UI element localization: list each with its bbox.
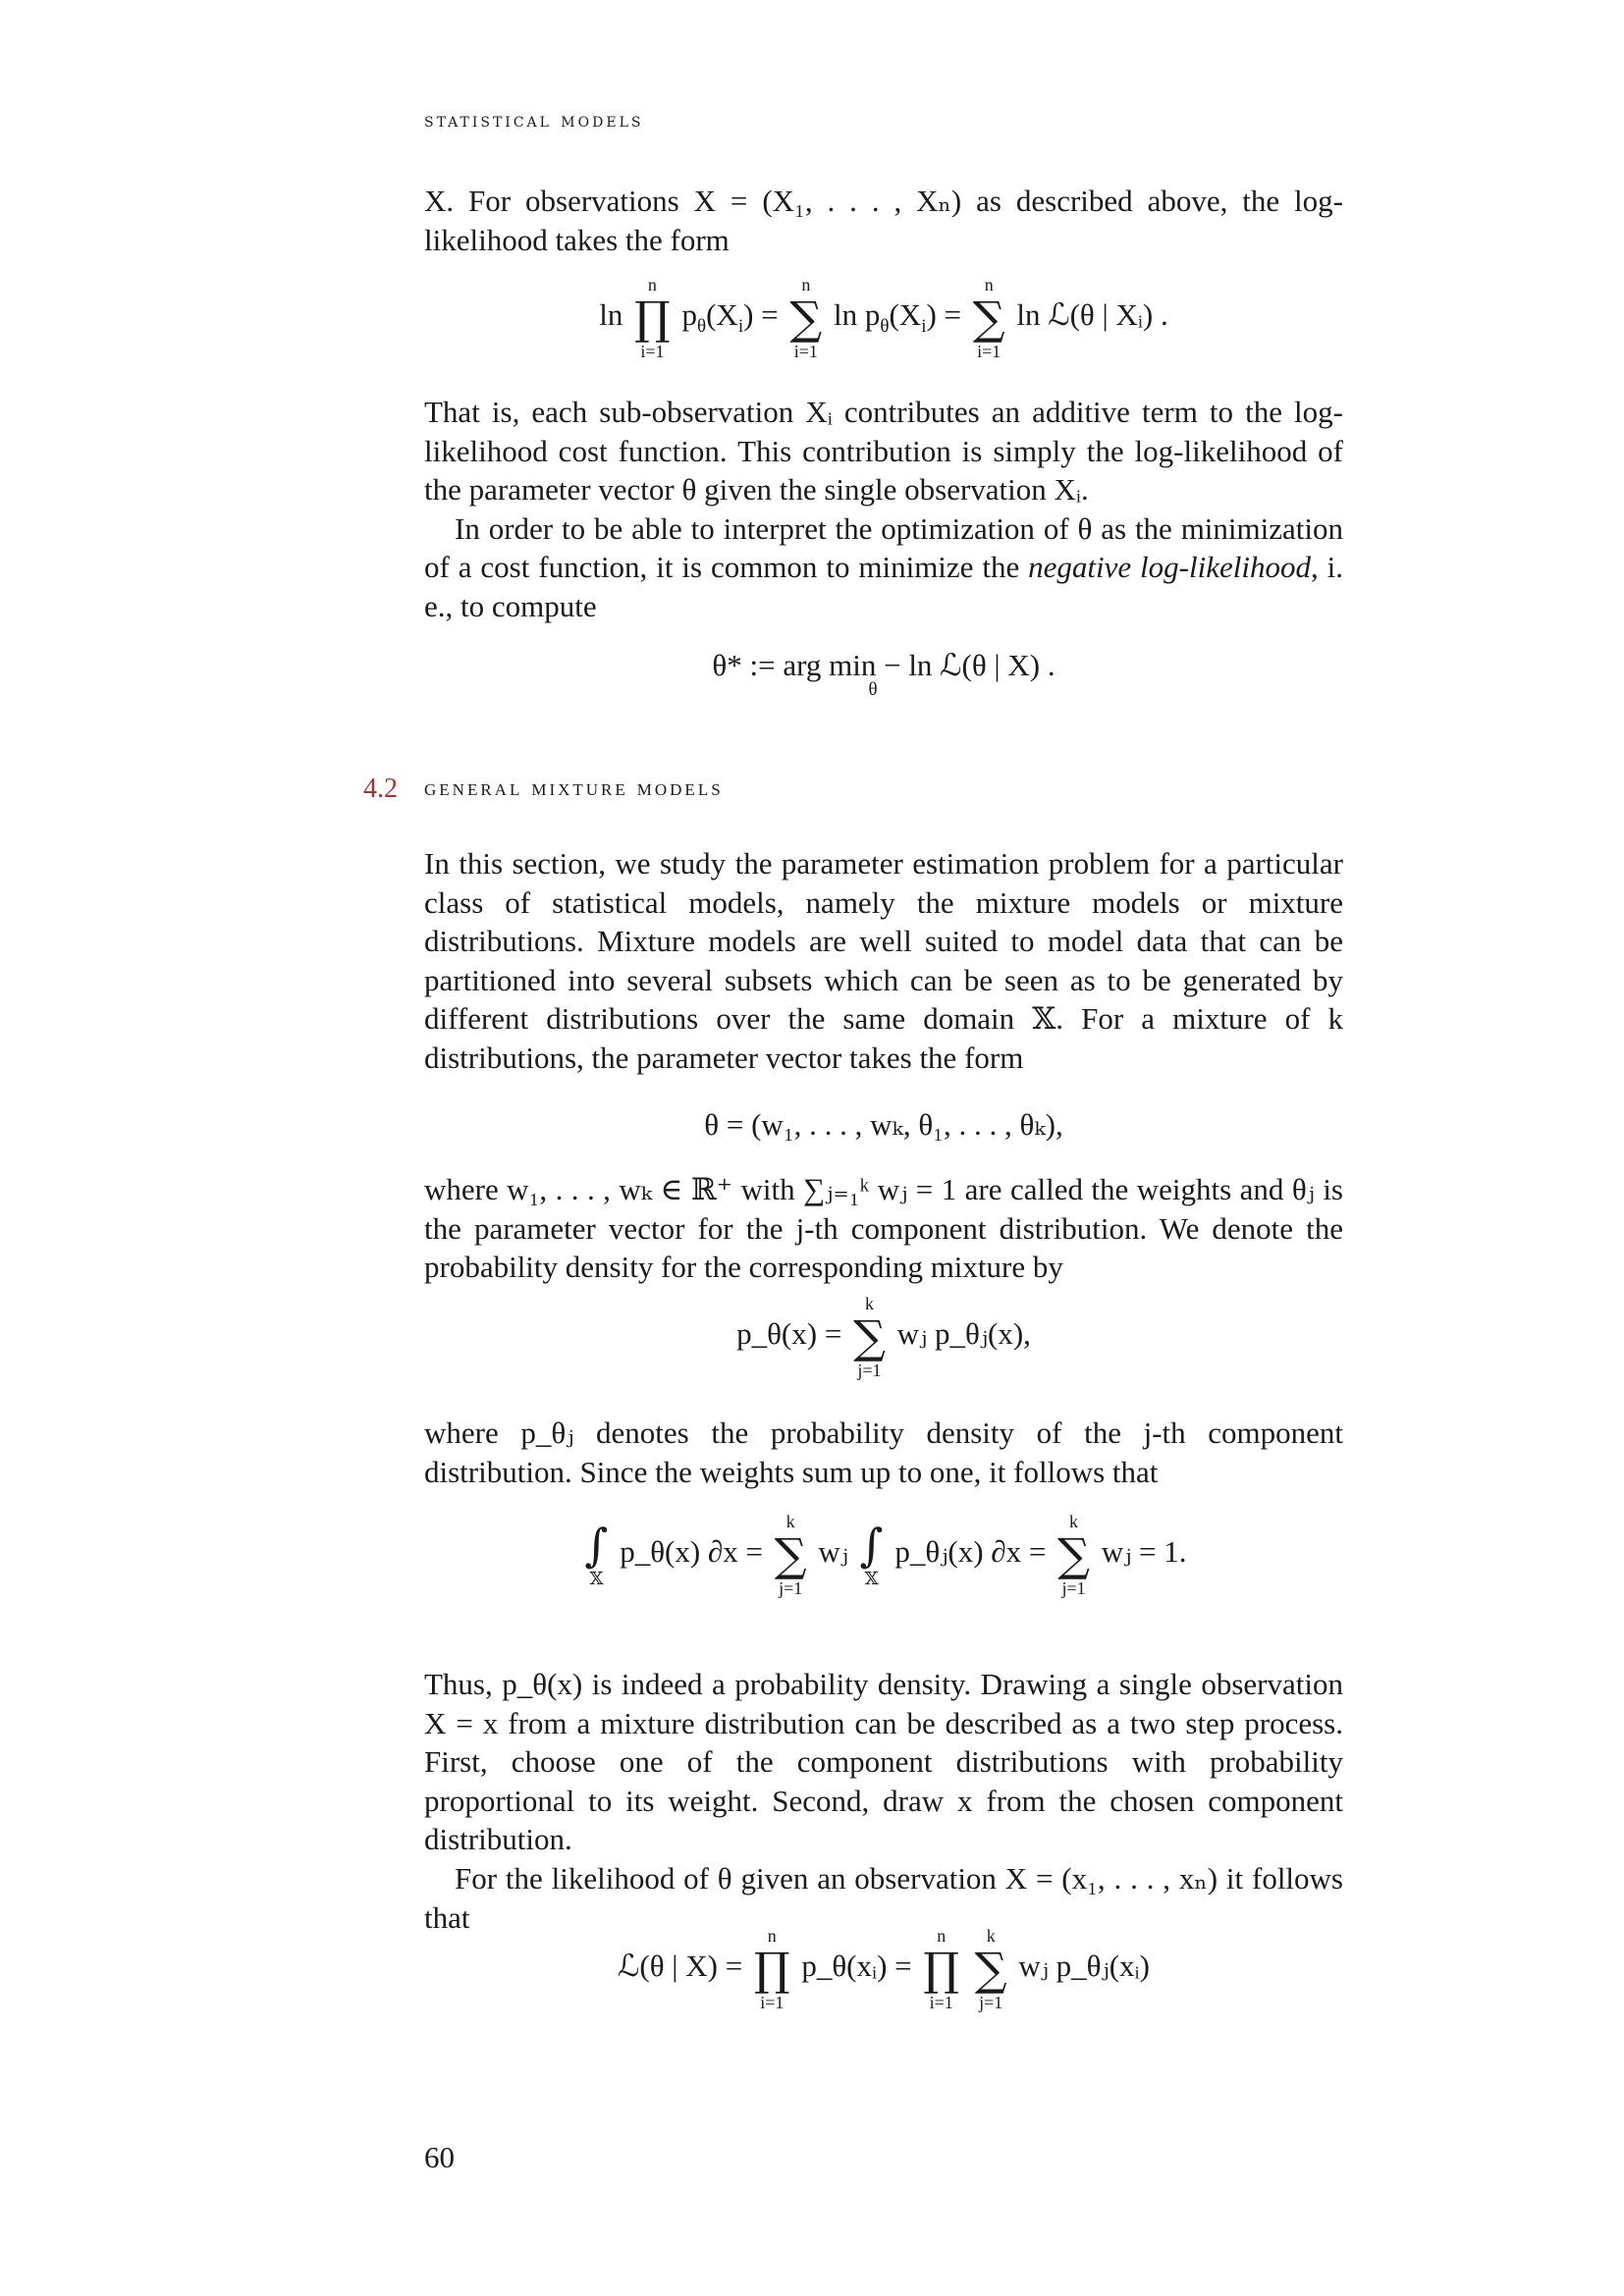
paragraph-text: That is, each sub-observation Xᵢ contributes an additive term to the log-likelihood cost function. This contribution is simply the log-likelihood of the parameter vector θ given the single observation Xᵢ. <box>424 395 1343 507</box>
sum-operator <box>1057 1512 1090 1598</box>
paragraph-text: X. For observations X = (X₁, . . . , Xₙ) as described above, the log-likelihood takes the form <box>424 184 1343 257</box>
equation-argmin <box>424 648 1343 701</box>
sum-operator <box>975 1926 1007 2012</box>
limit-lower: j=1 <box>857 1361 882 1380</box>
eq-term: ln ℒ(θ | Xᵢ) . <box>1016 297 1168 333</box>
equation-integral <box>424 1512 1343 1598</box>
limit-lower: i=1 <box>640 342 665 361</box>
product-symbol: ∏ <box>923 1943 960 1996</box>
paragraph-block <box>424 844 1343 1078</box>
limit-upper: n <box>767 1926 777 1946</box>
limit-upper: n <box>984 275 994 294</box>
eq-text: p_θ(x) ∂x = <box>620 1534 763 1570</box>
paragraph-text <box>424 509 1343 626</box>
eq-term-text: p <box>681 297 697 333</box>
eq-term-text: ln p <box>834 297 881 333</box>
section-title: general mixture models <box>424 775 724 801</box>
product-symbol: ∏ <box>634 292 671 345</box>
product-symbol: ∏ <box>753 1943 790 1996</box>
eq-text: p_θⱼ(x) ∂x = <box>894 1534 1047 1570</box>
sum-operator <box>973 275 1005 361</box>
product-operator <box>754 1926 790 2012</box>
eq-subscript: θ <box>868 679 878 700</box>
paragraph-block <box>424 1170 1343 1287</box>
limit-upper: n <box>647 275 657 294</box>
paragraph-text: where w₁, . . . , wₖ ∈ ℝ⁺ with ∑ⱼ₌₁ᵏ wⱼ = 1 are called the weights and θⱼ is the parameter vector for the j-th component distribution. We denote the probability density for the corresponding mixture by <box>424 1172 1343 1285</box>
integral-symbol: ∫ <box>584 1519 609 1572</box>
paragraph-intro <box>424 182 1343 259</box>
limit-lower: i=1 <box>929 1993 953 2012</box>
product-operator <box>923 1926 959 2012</box>
section-number: 4.2 <box>363 774 398 804</box>
sum-symbol: ∑ <box>974 1943 1007 1996</box>
paragraph-block <box>424 1665 1343 1937</box>
sum-operator <box>775 1512 807 1598</box>
eq-text: wⱼ = 1. <box>1101 1534 1187 1570</box>
limit-upper: k <box>785 1512 795 1531</box>
integral-operator <box>859 1519 884 1588</box>
sum-symbol: ∑ <box>1057 1528 1090 1581</box>
sum-operator <box>789 275 822 361</box>
limit-upper: n <box>937 1926 947 1946</box>
emphasis-text: negative log-likelihood <box>1028 550 1311 585</box>
sum-symbol: ∑ <box>853 1310 886 1363</box>
limit-upper: k <box>986 1926 996 1946</box>
eq-text: wⱼ <box>818 1534 848 1570</box>
paragraph-text: For the likelihood of θ given an observation X = (x₁, . . . , xₙ) it follows that <box>424 1860 1343 1935</box>
equation-mixture-likelihood <box>424 1926 1343 2012</box>
eq-text: θ* := arg min − ln ℒ(θ | X) . <box>712 648 1056 682</box>
running-head: statistical models <box>424 108 644 132</box>
product-operator <box>634 275 671 361</box>
limit-upper: k <box>864 1294 874 1313</box>
equation-mixture-density <box>424 1294 1343 1380</box>
paragraph-text: where p_θⱼ denotes the probability density of the j-th component distribution. Since the weights sum up to one, it follows that <box>424 1415 1343 1489</box>
limit-lower: j=1 <box>1061 1578 1086 1598</box>
integral-operator <box>584 1519 609 1588</box>
limit-lower: i=1 <box>977 342 1001 361</box>
paragraph-span: , i. e., to compute <box>424 550 1343 623</box>
sum-symbol: ∑ <box>972 292 1005 345</box>
paragraph-text: Thus, p_θ(x) is indeed a probability density. Drawing a single observation X = x from a mixture distribution can be described as a two step process. First, choose one of the component distributions with probability proportional to its weight. Second, draw x from the chosen component distribution. <box>424 1667 1343 1857</box>
limit-lower: i=1 <box>760 1993 785 2012</box>
limit-lower: j=1 <box>979 1993 1003 2012</box>
sum-symbol: ∑ <box>789 292 823 345</box>
eq-text: wⱼ p_θⱼ(x), <box>896 1316 1031 1352</box>
paragraph-span: In order to be able to interpret the optimization of θ as the minimization of a cost function, it is common to minimize the <box>424 510 1343 585</box>
paragraph-block <box>424 1414 1343 1491</box>
paragraph-text: In this section, we study the parameter estimation problem for a particular class of statistical models, namely the mixture models or mixture distributions. Mixture models are well suited to model data that can be partitioned into several subsets which can be seen as to be generated by different distributions over the same domain 𝕏. For a mixture of k distributions, the parameter vector takes the form <box>424 846 1343 1075</box>
equation-theta: θ = (w₁, . . . , wₖ, θ₁, . . . , θₖ), <box>704 1107 1063 1142</box>
integral-symbol: ∫ <box>859 1519 884 1572</box>
eq-text: p_θ(x) = <box>736 1316 842 1352</box>
limit-lower: j=1 <box>779 1578 803 1598</box>
page-number: 60 <box>424 2140 455 2174</box>
equation-log-likelihood <box>424 275 1343 361</box>
limit-upper: k <box>1069 1512 1079 1531</box>
eq-term: $\ln p_\theta(X_i)$ = <box>834 297 962 338</box>
sum-symbol: ∑ <box>774 1528 807 1581</box>
eq-ln: ln <box>599 297 623 333</box>
limit-lower: i=1 <box>793 342 818 361</box>
eq-text: ℒ(θ | X) = <box>618 1949 743 1984</box>
eq-text: wⱼ p_θⱼ(xᵢ) <box>1018 1949 1150 1984</box>
limit-lower: 𝕏 <box>864 1569 879 1588</box>
limit-lower: 𝕏 <box>589 1569 604 1588</box>
paragraph-block <box>424 393 1343 626</box>
limit-upper: n <box>801 275 811 294</box>
eq-text: p_θ(xᵢ) = <box>801 1949 912 1984</box>
sum-operator <box>853 1294 886 1380</box>
eq-term: $p_\theta(X_i)$ = <box>681 297 779 338</box>
